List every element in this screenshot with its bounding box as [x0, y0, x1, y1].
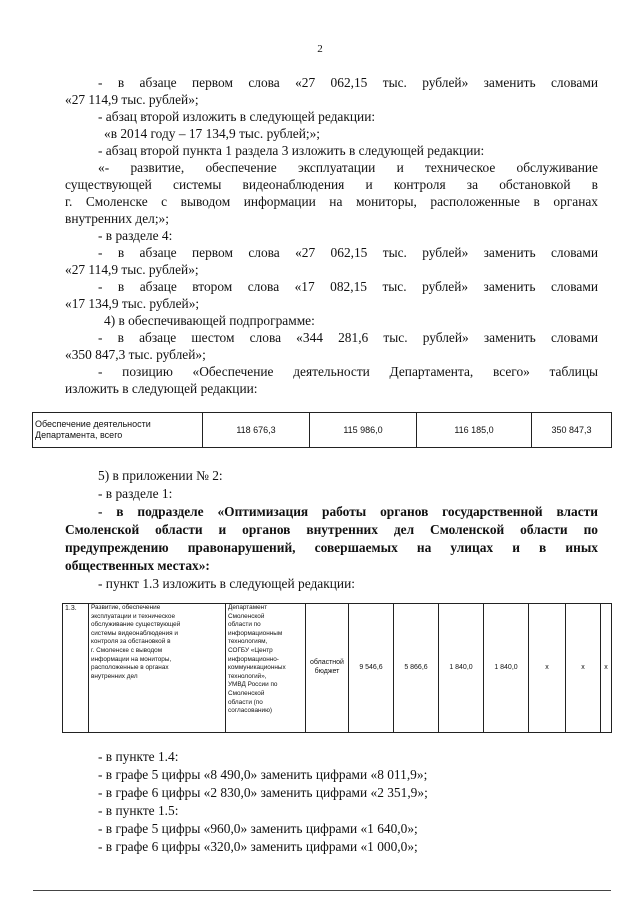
text-line: - в графе 6 цифры «2 830,0» заменить цифрами «2 351,9»;: [98, 785, 428, 800]
cell-text: области (по: [228, 698, 263, 706]
text-line: - в пункте 1.5:: [98, 803, 179, 818]
table-cell-description: [89, 604, 226, 733]
cell-text: Смоленской: [228, 612, 265, 620]
cell-text: информационно-: [228, 655, 279, 663]
text-line: - в графе 5 цифры «960,0» заменить цифрами «1 640,0»;: [98, 821, 418, 836]
table-row: [33, 413, 612, 448]
table-cell-value: 116 185,0: [417, 413, 532, 448]
table-cell-source: областной бюджет: [306, 604, 349, 733]
text-line: 5) в приложении № 2:: [98, 468, 223, 483]
text-line: - в абзаце втором слова «17 082,15 тыс. рублей» заменить словами: [98, 279, 598, 294]
cell-text: технологиям,: [228, 638, 268, 646]
text-line: внутренних дел;»;: [65, 211, 169, 226]
text-line: существующей системы видеонаблюдения и контроля за обстановкой в: [65, 177, 598, 192]
text-line: - в разделе 4:: [98, 228, 173, 243]
table-row: [63, 604, 612, 733]
text-line: - в пункте 1.4:: [98, 749, 179, 764]
cell-text: контроля за обстановкой в: [91, 638, 171, 646]
text-line: предупреждению правонарушений, совершаемых на улицах и в иных: [65, 540, 598, 555]
text-line: «17 134,9 тыс. рублей»;: [65, 296, 200, 311]
text-line: - абзац второй изложить в следующей редакции:: [98, 109, 376, 124]
cell-text: Департамент: [228, 604, 268, 611]
text-line: «- развитие, обеспечение эксплуатации и техническое обслуживание: [98, 160, 598, 175]
cell-text: согласованию): [228, 707, 273, 715]
text-line: - в абзаце первом слова «27 062,15 тыс. рублей» заменить словами: [98, 245, 598, 260]
table-cell-value: х: [529, 604, 566, 733]
table-cell-value: 5 866,6: [394, 604, 439, 733]
text-line: - в абзаце первом слова «27 062,15 тыс. рублей» заменить словами: [98, 75, 598, 90]
text-line: - в разделе 1:: [98, 486, 173, 501]
cell-text: обслуживание существующей: [91, 621, 181, 629]
text-line: Смоленской области и органов внутренних дел Смоленской области по: [65, 522, 598, 537]
cell-text: Обеспечение деятельности: [35, 419, 151, 429]
funding-table: [32, 412, 612, 448]
table-cell-value: 9 546,6: [349, 604, 394, 733]
cell-text: области по: [228, 621, 261, 629]
text-line: - в подразделе «Оптимизация работы органов государственной власти: [98, 504, 598, 519]
cell-text: системы видеонаблюдения и: [91, 629, 178, 637]
table-cell-value: х: [566, 604, 601, 733]
cell-text: Смоленской: [228, 689, 265, 697]
text-line: изложить в следующей редакции:: [65, 381, 258, 396]
cell-text: информации на мониторы,: [91, 655, 172, 663]
cell-text: Департамента, всего: [35, 430, 123, 440]
cell-text: внутренних дел: [91, 672, 138, 680]
table-cell-value: 1 840,0: [484, 604, 529, 733]
page-number: 2: [317, 43, 323, 55]
text-line: 4) в обеспечивающей подпрограмме:: [104, 313, 315, 328]
table-cell-value: 350 847,3: [532, 413, 612, 448]
text-line: «27 114,9 тыс. рублей»;: [65, 262, 199, 277]
table-cell-executor: [226, 604, 306, 733]
cell-text: СОГБУ «Центр: [228, 646, 273, 654]
cell-text: расположенные в органах: [91, 664, 169, 672]
text-line: общественных местах»:: [65, 558, 210, 573]
program-item-table: [62, 603, 612, 733]
text-line: - в графе 6 цифры «320,0» заменить цифрами «1 000,0»;: [98, 839, 418, 854]
page-bottom-rule: [33, 890, 611, 891]
text-line: «350 847,3 тыс. рублей»;: [65, 347, 206, 362]
cell-text: г. Смоленске с выводом: [91, 646, 163, 654]
text-line: - в графе 5 цифры «8 490,0» заменить цифрами «8 011,9»;: [98, 767, 428, 782]
table-cell-number: 1.3.: [63, 604, 89, 733]
cell-text: Развитие, обеспечение: [91, 604, 161, 611]
text-line: - пункт 1.3 изложить в следующей редакции:: [98, 576, 355, 591]
cell-text: коммуникационных: [228, 664, 286, 672]
text-line: - абзац второй пункта 1 раздела 3 изложить в следующей редакции:: [98, 143, 485, 158]
text-line: «в 2014 году – 17 134,9 тыс. рублей;»;: [104, 126, 321, 141]
text-line: г. Смоленске с выводом информации на мониторы, расположенные в органах: [65, 194, 598, 209]
table-cell-value: 118 676,3: [203, 413, 310, 448]
text-line: - позицию «Обеспечение деятельности Департамента, всего» таблицы: [98, 364, 598, 379]
text-line: «27 114,9 тыс. рублей»;: [65, 92, 199, 107]
cell-text: эксплуатации и техническое: [91, 612, 175, 620]
table-cell-value: 1 840,0: [439, 604, 484, 733]
cell-text: УМВД России по: [228, 681, 278, 689]
table-cell-label: [33, 413, 203, 448]
cell-text: информационным: [228, 629, 283, 637]
table-cell-value: х: [601, 604, 612, 733]
cell-text: технологий»,: [228, 672, 267, 680]
text-line: - в абзаце шестом слова «344 281,6 тыс. рублей» заменить словами: [98, 330, 598, 345]
table-cell-value: 115 986,0: [310, 413, 417, 448]
